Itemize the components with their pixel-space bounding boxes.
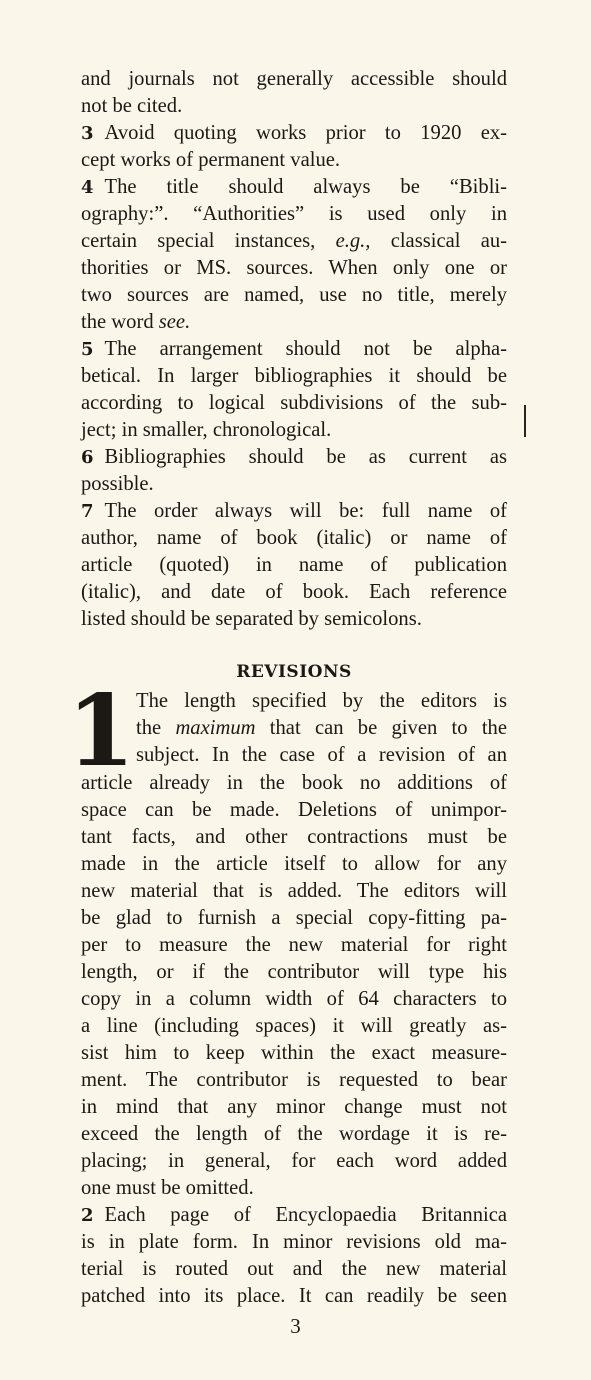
line-text: copy in a column width of 64 characters to [81,988,507,1010]
text-line [81,1067,507,1094]
text-line [81,255,507,282]
line-text: according to logical subdivisions of the sub- [81,392,507,414]
line-text: Bibliographies should be as current as [104,446,507,468]
item-number: 2 [81,1205,94,1226]
line-text: Avoid quoting works prior to 1920 ex- [104,122,507,144]
line-text: The length specified by the editors is [136,690,507,712]
text-line [81,1283,507,1310]
line-text: patched into its place. It can readily be seen [81,1285,507,1307]
text-line [81,93,507,120]
line-text: placing; in general, for each word added [81,1150,507,1172]
line-text: The title should always be “Bibli- [104,176,507,198]
line-text: be glad to furnish a special copy-fitting pa- [81,907,507,929]
text-line [81,606,507,633]
line-text: the maximum that can be given to the [136,717,507,739]
text-line [81,797,507,824]
text-line [81,120,507,147]
text-line [81,878,507,905]
line-text: possible. [81,473,154,495]
line-text: length, or if the contributor will type his [81,961,507,983]
line-text: and journals not generally accessible should [81,68,507,90]
line-text: (italic), and date of book. Each reference [81,581,507,603]
drop-cap-numeral: 1 [66,674,136,789]
line-text: The order always will be: full name of [104,500,507,522]
text-line [81,66,507,93]
text-line [81,363,507,390]
line-text: thorities or MS. sources. When only one or [81,257,507,279]
line-text: per to measure the new material for right [81,934,507,956]
text-line [81,336,507,363]
margin-mark [524,405,526,437]
line-text: listed should be separated by semicolons. [81,608,422,630]
line-text: not be cited. [81,95,183,117]
line-text: certain special instances, e.g., classical au- [81,230,507,252]
line-text: article already in the book no additions of [81,772,507,794]
line-text: terial is routed out and the new material [81,1258,507,1280]
italic-term: maximum [175,717,256,739]
line-text: one must be omitted. [81,1177,254,1199]
line-text: ment. The contributor is requested to bear [81,1069,507,1091]
text-line [81,309,507,336]
text-line [81,552,507,579]
italic-term: e.g., [335,230,371,252]
item-number: 5 [81,339,94,360]
text-line [81,1175,507,1202]
revisions-body [81,770,507,1310]
text-line [81,688,507,715]
item-number: 4 [81,177,94,198]
text-line [81,525,507,552]
text-line [81,742,507,769]
item-number: 3 [81,123,94,144]
text-line [81,444,507,471]
text-line [81,1202,507,1229]
text-line [81,390,507,417]
text-line [81,147,507,174]
text-line [81,851,507,878]
line-text: a line (including spaces) it will greatly as- [81,1015,507,1037]
italic-term: see. [158,311,191,333]
line-text: author, name of book (italic) or name of [81,527,507,549]
text-line [81,282,507,309]
page-number: 3 [290,1314,301,1338]
text-line [81,201,507,228]
line-text: exceed the length of the wordage it is re- [81,1123,507,1145]
line-text: tant facts, and other contractions must be [81,826,507,848]
text-line [81,498,507,525]
text-line [81,715,507,742]
line-text: is in plate form. In minor revisions old ma- [81,1231,507,1253]
guidelines-continued [81,66,507,633]
text-line [81,1256,507,1283]
text-line [81,228,507,255]
text-line [81,959,507,986]
item-number: 7 [81,501,94,522]
text-line [81,1013,507,1040]
line-text: subject. In the case of a revision of an [136,744,507,766]
text-line [81,932,507,959]
text-line [81,1094,507,1121]
text-line [81,770,507,797]
text-line [81,417,507,444]
line-text: made in the article itself to allow for any [81,853,507,875]
text-line [81,1148,507,1175]
line-text: new material that is added. The editors will [81,880,507,902]
line-text: ography:”. “Authorities” is used only in [81,203,507,225]
line-text: cept works of permanent value. [81,149,341,171]
line-text: Each page of Encyclopaedia Britannica [104,1204,507,1226]
item-number: 6 [81,447,94,468]
text-line [81,1229,507,1256]
text-column [66,66,507,1310]
text-line [81,824,507,851]
line-text: two sources are named, use no title, merely [81,284,507,306]
text-line [81,579,507,606]
line-text: betical. In larger bibliographies it should be [81,365,507,387]
section-heading: REVISIONS [236,662,352,682]
line-text: the word see. [81,311,191,333]
line-text: The arrangement should not be alpha- [104,338,507,360]
line-text: sist him to keep within the exact measure- [81,1042,507,1064]
line-text: article (quoted) in name of publication [81,554,507,576]
text-line [81,174,507,201]
line-text: ject; in smaller, chronological. [81,419,332,441]
line-text: space can be made. Deletions of unimpor- [81,799,507,821]
text-line [81,1121,507,1148]
text-line [81,1040,507,1067]
text-line [81,986,507,1013]
text-line [81,471,507,498]
line-text: in mind that any minor change must not [81,1096,507,1118]
text-line [81,905,507,932]
